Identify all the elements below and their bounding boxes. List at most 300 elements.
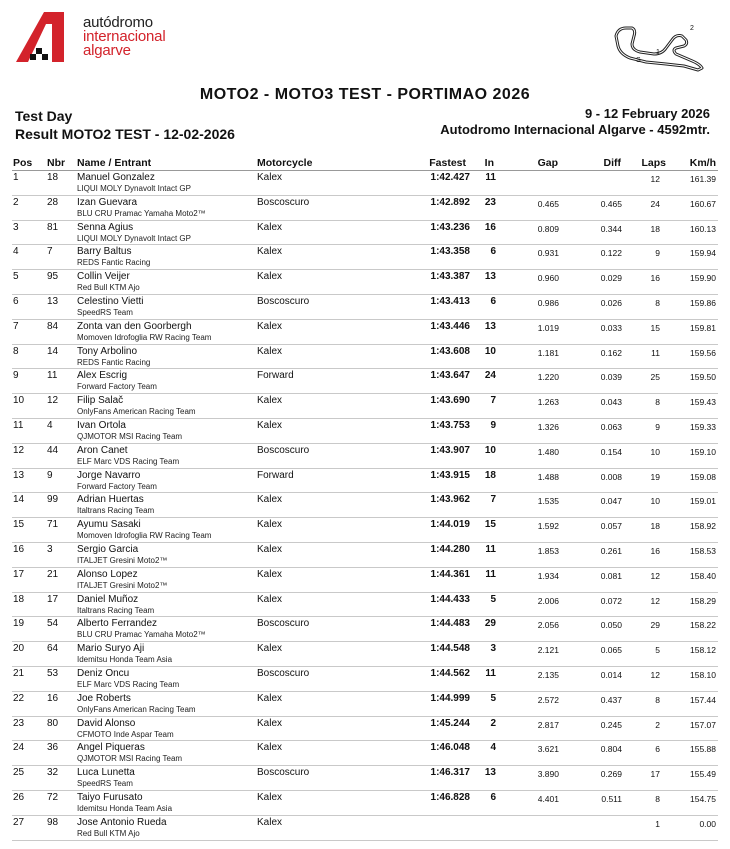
diff-cell: 0.437 [600,694,622,705]
diff-cell: 0.072 [600,595,622,606]
pos-cell: 26 [13,791,25,803]
in-lap-cell: 4 [490,742,496,754]
laps-cell: 18 [650,521,660,532]
team-name: ITALJET Gresini Moto2™ [77,580,168,590]
laps-cell: 12 [650,570,660,581]
in-lap-cell: 23 [484,196,496,208]
rider-name: Ayumu Sasaki [77,519,141,531]
team-name: OnlyFans American Racing Team [77,407,196,417]
motorcycle-cell: Kalex [257,172,283,183]
in-lap-cell: 7 [490,395,496,407]
rider-name: Jorge Navarro [77,469,141,481]
motorcycle-cell: Kalex [257,494,283,506]
team-name: OnlyFans American Racing Team [77,704,196,714]
table-row [12,419,718,444]
diff-cell: 0.057 [600,521,622,532]
table-row [12,543,718,568]
in-lap-cell: 16 [484,221,496,233]
rider-name: Zonta van den Goorbergh [77,320,192,332]
team-name: Italtrans Racing Team [77,506,155,516]
number-cell: 81 [47,221,59,233]
session-label: Test Day [15,108,73,124]
rider-name: Angel Piqueras [77,742,145,754]
in-lap-cell: 5 [490,593,496,605]
diff-cell: 0.154 [600,446,622,457]
fastest-lap-cell: 1:43.446 [430,320,470,332]
pos-cell: 19 [13,618,25,630]
table-row [12,394,718,419]
gap-cell: 1.934 [537,570,559,581]
diff-cell: 0.047 [600,496,622,507]
gap-cell: 1.480 [537,446,559,457]
pos-cell: 6 [13,295,19,307]
table-row [12,345,718,370]
header-in: In [484,157,494,169]
page-title: MOTO2 - MOTO3 TEST - PORTIMAO 2026 [199,86,531,103]
diff-cell: 0.043 [600,397,622,408]
diff-cell: 0.063 [600,421,622,432]
rider-name: Luca Lunetta [77,767,135,779]
team-name: Red Bull KTM Ajo [77,283,140,293]
number-cell: 98 [47,816,59,828]
pos-cell: 8 [13,345,19,357]
diff-cell: 0.065 [600,645,622,656]
table-row [12,196,718,221]
table-row [12,568,718,593]
laps-cell: 5 [655,645,660,656]
header-fastest: Fastest [429,157,466,169]
speed-cell: 159.94 [690,248,716,259]
rider-name: Celestino Vietti [77,295,144,307]
pos-cell: 10 [13,395,25,407]
diff-cell: 0.245 [600,719,622,730]
track-label-s: S [636,57,641,64]
header-gap: Gap [537,157,558,169]
laps-cell: 10 [650,496,660,507]
fastest-lap-cell: 1:43.358 [430,246,470,258]
table-row [12,171,718,196]
laps-cell: 10 [650,446,660,457]
diff-cell: 0.081 [600,570,622,581]
speed-cell: 159.43 [690,397,716,408]
team-name: REDS Fantic Racing [77,357,151,367]
fastest-lap-cell: 1:42.892 [430,196,470,208]
rider-name: Tony Arbolino [77,345,138,357]
gap-cell: 0.931 [537,248,559,259]
table-row [12,245,718,270]
in-lap-cell: 10 [484,444,496,456]
table-row [12,617,718,642]
table-row [12,642,718,667]
speed-cell: 158.10 [690,669,716,680]
circuit-logo-text [83,16,165,58]
pos-cell: 2 [13,196,19,208]
rider-name: Taiyo Furusato [77,791,143,803]
speed-cell: 161.39 [690,174,716,184]
table-row [12,741,718,766]
rider-name: Mario Suryo Aji [77,643,145,655]
fastest-lap-cell: 1:42.427 [430,172,470,183]
diff-cell: 0.008 [600,471,622,482]
motorcycle-cell: Forward [257,469,294,481]
diff-cell: 0.014 [600,669,622,680]
laps-cell: 9 [655,248,660,259]
table-row [12,444,718,469]
gap-cell: 0.960 [537,273,559,284]
team-name: ELF Marc VDS Racing Team [77,456,180,466]
gap-cell: 1.592 [537,521,559,532]
pos-cell: 15 [13,519,25,531]
motorcycle-cell: Kalex [257,692,283,704]
event-dates: 9 - 12 February 2026 [584,106,710,121]
team-name: LIQUI MOLY Dynavolt Intact GP [77,233,191,243]
in-lap-cell: 2 [490,717,496,729]
team-name: REDS Fantic Racing [77,258,151,268]
in-lap-cell: 6 [490,295,496,307]
rider-name: Manuel Gonzalez [77,172,155,183]
track-label-2: 2 [690,25,694,32]
fastest-lap-cell: 1:44.562 [430,667,470,679]
diff-cell: 0.122 [600,248,622,259]
table-header [12,157,718,171]
speed-cell: 159.56 [690,347,716,358]
laps-cell: 12 [650,174,660,184]
logo-line-2: internacional [83,28,166,45]
in-lap-cell: 13 [484,271,496,283]
motorcycle-cell: Kalex [257,643,283,655]
team-name: Idemitsu Honda Team Asia [77,803,173,813]
speed-cell: 157.07 [690,719,716,730]
speed-cell: 159.81 [690,322,716,333]
in-lap-cell: 11 [485,543,496,555]
pos-cell: 12 [13,444,25,456]
table-row [12,369,718,394]
gap-cell: 2.817 [537,719,559,730]
speed-cell: 158.53 [690,545,716,556]
rider-name: Izan Guevara [77,196,138,208]
motorcycle-cell: Boscoscuro [257,444,310,456]
diff-cell: 0.033 [600,322,622,333]
laps-cell: 12 [650,595,660,606]
number-cell: 95 [47,271,59,283]
table-row [12,469,718,494]
fastest-lap-cell: 1:44.280 [430,543,470,555]
number-cell: 12 [47,395,59,407]
fastest-lap-cell: 1:43.915 [430,469,470,481]
rider-name: Senna Agius [77,221,134,233]
motorcycle-cell: Boscoscuro [257,618,310,630]
rider-name: Adrian Huertas [77,494,144,506]
number-cell: 71 [47,519,59,531]
speed-cell: 159.01 [690,496,716,507]
pos-cell: 4 [13,246,19,258]
gap-cell: 0.986 [537,297,559,308]
speed-cell: 158.29 [690,595,716,606]
laps-cell: 8 [655,793,660,804]
header-kmh: Km/h [689,157,716,169]
laps-cell: 8 [655,694,660,705]
in-lap-cell: 15 [484,519,496,531]
laps-cell: 17 [650,769,660,780]
team-name: SpeedRS Team [77,307,133,317]
laps-cell: 25 [650,372,660,383]
pos-cell: 5 [13,271,19,283]
laps-cell: 1 [655,818,660,829]
fastest-lap-cell: 1:43.962 [430,494,470,506]
laps-cell: 11 [651,347,660,358]
gap-cell: 3.621 [537,744,559,755]
number-cell: 72 [47,791,59,803]
speed-cell: 0.00 [699,818,716,829]
motorcycle-cell: Kalex [257,221,283,233]
table-row [12,320,718,345]
fastest-lap-cell: 1:46.828 [430,791,470,803]
pos-cell: 20 [13,643,25,655]
speed-cell: 158.40 [690,570,716,581]
table-row [12,717,718,742]
motorcycle-cell: Boscoscuro [257,295,310,307]
gap-cell: 1.220 [537,372,559,383]
number-cell: 53 [47,667,59,679]
pos-cell: 27 [13,816,25,828]
fastest-lap-cell: 1:43.907 [430,444,470,456]
header-motorcycle: Motorcycle [257,157,313,169]
laps-cell: 8 [655,397,660,408]
team-name: Forward Factory Team [77,481,157,491]
table-row [12,816,718,841]
motorcycle-cell: Kalex [257,717,283,729]
number-cell: 21 [47,568,59,580]
pos-cell: 21 [13,667,25,679]
speed-cell: 157.44 [690,694,716,705]
header-name: Name / Entrant [77,157,152,169]
pos-cell: 22 [13,692,25,704]
in-lap-cell: 13 [484,320,496,332]
speed-cell: 159.33 [690,421,716,432]
rider-name: Daniel Muñoz [77,593,139,605]
diff-cell: 0.039 [600,372,622,383]
laps-cell: 19 [650,471,660,482]
in-lap-cell: 29 [484,618,496,630]
in-lap-cell: 3 [490,643,496,655]
motorcycle-cell: Boscoscuro [257,767,310,779]
table-row [12,221,718,246]
gap-cell: 1.488 [537,471,559,482]
speed-cell: 160.67 [690,198,716,209]
number-cell: 14 [47,345,59,357]
pos-cell: 18 [13,593,25,605]
fastest-lap-cell: 1:43.608 [430,345,470,357]
header-pos: Pos [13,157,33,169]
header-laps: Laps [641,157,666,169]
gap-cell: 2.056 [537,620,559,631]
laps-cell: 29 [650,620,660,631]
circuit-logo-icon [14,10,78,64]
pos-cell: 11 [13,419,24,431]
number-cell: 28 [47,196,59,208]
table-row [12,493,718,518]
circuit-logo [14,8,194,66]
track-map-icon [610,14,710,74]
number-cell: 84 [47,320,59,332]
in-lap-cell: 6 [490,791,496,803]
rider-name: Deniz Oncu [77,667,130,679]
in-lap-cell: 7 [490,494,496,506]
table-row [12,766,718,791]
laps-cell: 18 [650,223,660,234]
team-name: ITALJET Gresini Moto2™ [77,555,168,565]
team-name: Idemitsu Honda Team Asia [77,655,173,665]
team-name: QJMOTOR MSI Racing Team [77,431,183,441]
table-row [12,270,718,295]
diff-cell: 0.511 [601,793,622,804]
diff-cell: 0.261 [600,545,622,556]
speed-cell: 154.75 [690,793,716,804]
rider-name: Sergio Garcia [77,543,139,555]
team-name: SpeedRS Team [77,779,133,789]
speed-cell: 160.13 [690,223,716,234]
diff-cell: 0.026 [600,297,622,308]
fastest-lap-cell: 1:43.387 [430,271,470,283]
pos-cell: 23 [13,717,25,729]
speed-cell: 158.92 [690,521,716,532]
gap-cell: 1.535 [537,496,559,507]
fastest-lap-cell: 1:44.019 [430,519,470,531]
rider-name: Alberto Ferrandez [77,618,158,630]
laps-cell: 15 [650,322,660,333]
circuit-info: Autodromo Internacional Algarve - 4592mtr. [440,122,710,137]
pos-cell: 9 [13,370,19,382]
gap-cell: 2.572 [537,694,559,705]
pos-cell: 24 [13,742,25,754]
number-cell: 4 [47,419,53,431]
rider-name: Ivan Ortola [77,419,126,431]
gap-cell: 4.401 [537,793,559,804]
motorcycle-cell: Boscoscuro [257,667,310,679]
rider-name: Joe Roberts [77,692,131,704]
number-cell: 64 [47,643,59,655]
pos-cell: 25 [13,767,25,779]
table-row [12,791,718,816]
motorcycle-cell: Kalex [257,395,283,407]
track-label-1: 1 [656,49,660,56]
pos-cell: 13 [13,469,25,481]
motorcycle-cell: Kalex [257,543,283,555]
fastest-lap-cell: 1:46.317 [430,767,470,779]
speed-cell: 159.86 [690,297,716,308]
motorcycle-cell: Kalex [257,320,283,332]
pos-cell: 14 [13,494,25,506]
number-cell: 11 [47,370,58,382]
team-name: ELF Marc VDS Racing Team [77,679,180,689]
in-lap-cell: 5 [490,692,496,704]
in-lap-cell: 18 [484,469,496,481]
in-lap-cell: 11 [485,172,496,183]
gap-cell: 2.121 [537,645,559,656]
diff-cell: 0.050 [600,620,622,631]
speed-cell: 155.49 [690,769,716,780]
rider-name: Collin Veijer [77,271,130,283]
fastest-lap-cell: 1:43.690 [430,395,470,407]
laps-cell: 8 [655,297,660,308]
number-cell: 32 [47,767,59,779]
pos-cell: 3 [13,221,19,233]
motorcycle-cell: Boscoscuro [257,196,310,208]
number-cell: 17 [47,593,59,605]
motorcycle-cell: Kalex [257,742,283,754]
number-cell: 80 [47,717,59,729]
fastest-lap-cell: 1:43.236 [430,221,470,233]
pos-cell: 17 [13,568,25,580]
in-lap-cell: 24 [484,370,496,382]
number-cell: 16 [47,692,59,704]
diff-cell: 0.029 [600,273,622,284]
fastest-lap-cell: 1:43.647 [430,370,470,382]
motorcycle-cell: Kalex [257,271,283,283]
fastest-lap-cell: 1:43.413 [430,295,470,307]
number-cell: 44 [47,444,59,456]
rider-name: David Alonso [77,717,136,729]
diff-cell: 0.344 [600,223,622,234]
header-nbr: Nbr [47,157,66,169]
number-cell: 7 [47,246,53,258]
gap-cell: 1.326 [537,421,559,432]
speed-cell: 158.22 [690,620,716,631]
motorcycle-cell: Kalex [257,246,283,258]
table-row [12,518,718,543]
rider-name: Aron Canet [77,444,128,456]
fastest-lap-cell: 1:43.753 [430,419,470,431]
header-diff: Diff [603,157,621,169]
pos-cell: 1 [13,172,19,183]
pos-cell: 16 [13,543,25,555]
in-lap-cell: 13 [484,767,496,779]
motorcycle-cell: Kalex [257,791,283,803]
results-table [12,171,718,841]
diff-cell: 0.804 [600,744,622,755]
gap-cell: 2.135 [537,669,559,680]
fastest-lap-cell: 1:44.361 [430,568,470,580]
in-lap-cell: 6 [490,246,496,258]
team-name: Momoven Idrofoglia RW Racing Team [77,531,212,541]
laps-cell: 16 [650,273,660,284]
number-cell: 54 [47,618,59,630]
in-lap-cell: 11 [485,568,496,580]
laps-cell: 2 [655,719,660,730]
motorcycle-cell: Kalex [257,568,283,580]
team-name: Forward Factory Team [77,382,157,392]
diff-cell: 0.162 [600,347,622,358]
speed-cell: 155.88 [690,744,716,755]
speed-cell: 159.08 [690,471,716,482]
team-name: Red Bull KTM Ajo [77,828,140,838]
speed-cell: 159.10 [690,446,716,457]
number-cell: 9 [47,469,53,481]
in-lap-cell: 9 [490,419,496,431]
gap-cell: 0.465 [537,198,559,209]
diff-cell: 0.465 [600,198,622,209]
in-lap-cell: 10 [484,345,496,357]
fastest-lap-cell: 1:45.244 [430,717,470,729]
motorcycle-cell: Kalex [257,593,283,605]
team-name: LIQUI MOLY Dynavolt Intact GP [77,184,191,193]
gap-cell: 0.809 [537,223,559,234]
speed-cell: 158.12 [690,645,716,656]
gap-cell: 3.890 [537,769,559,780]
rider-name: Filip Salač [77,395,124,407]
team-name: QJMOTOR MSI Racing Team [77,754,183,764]
gap-cell: 1.853 [537,545,559,556]
